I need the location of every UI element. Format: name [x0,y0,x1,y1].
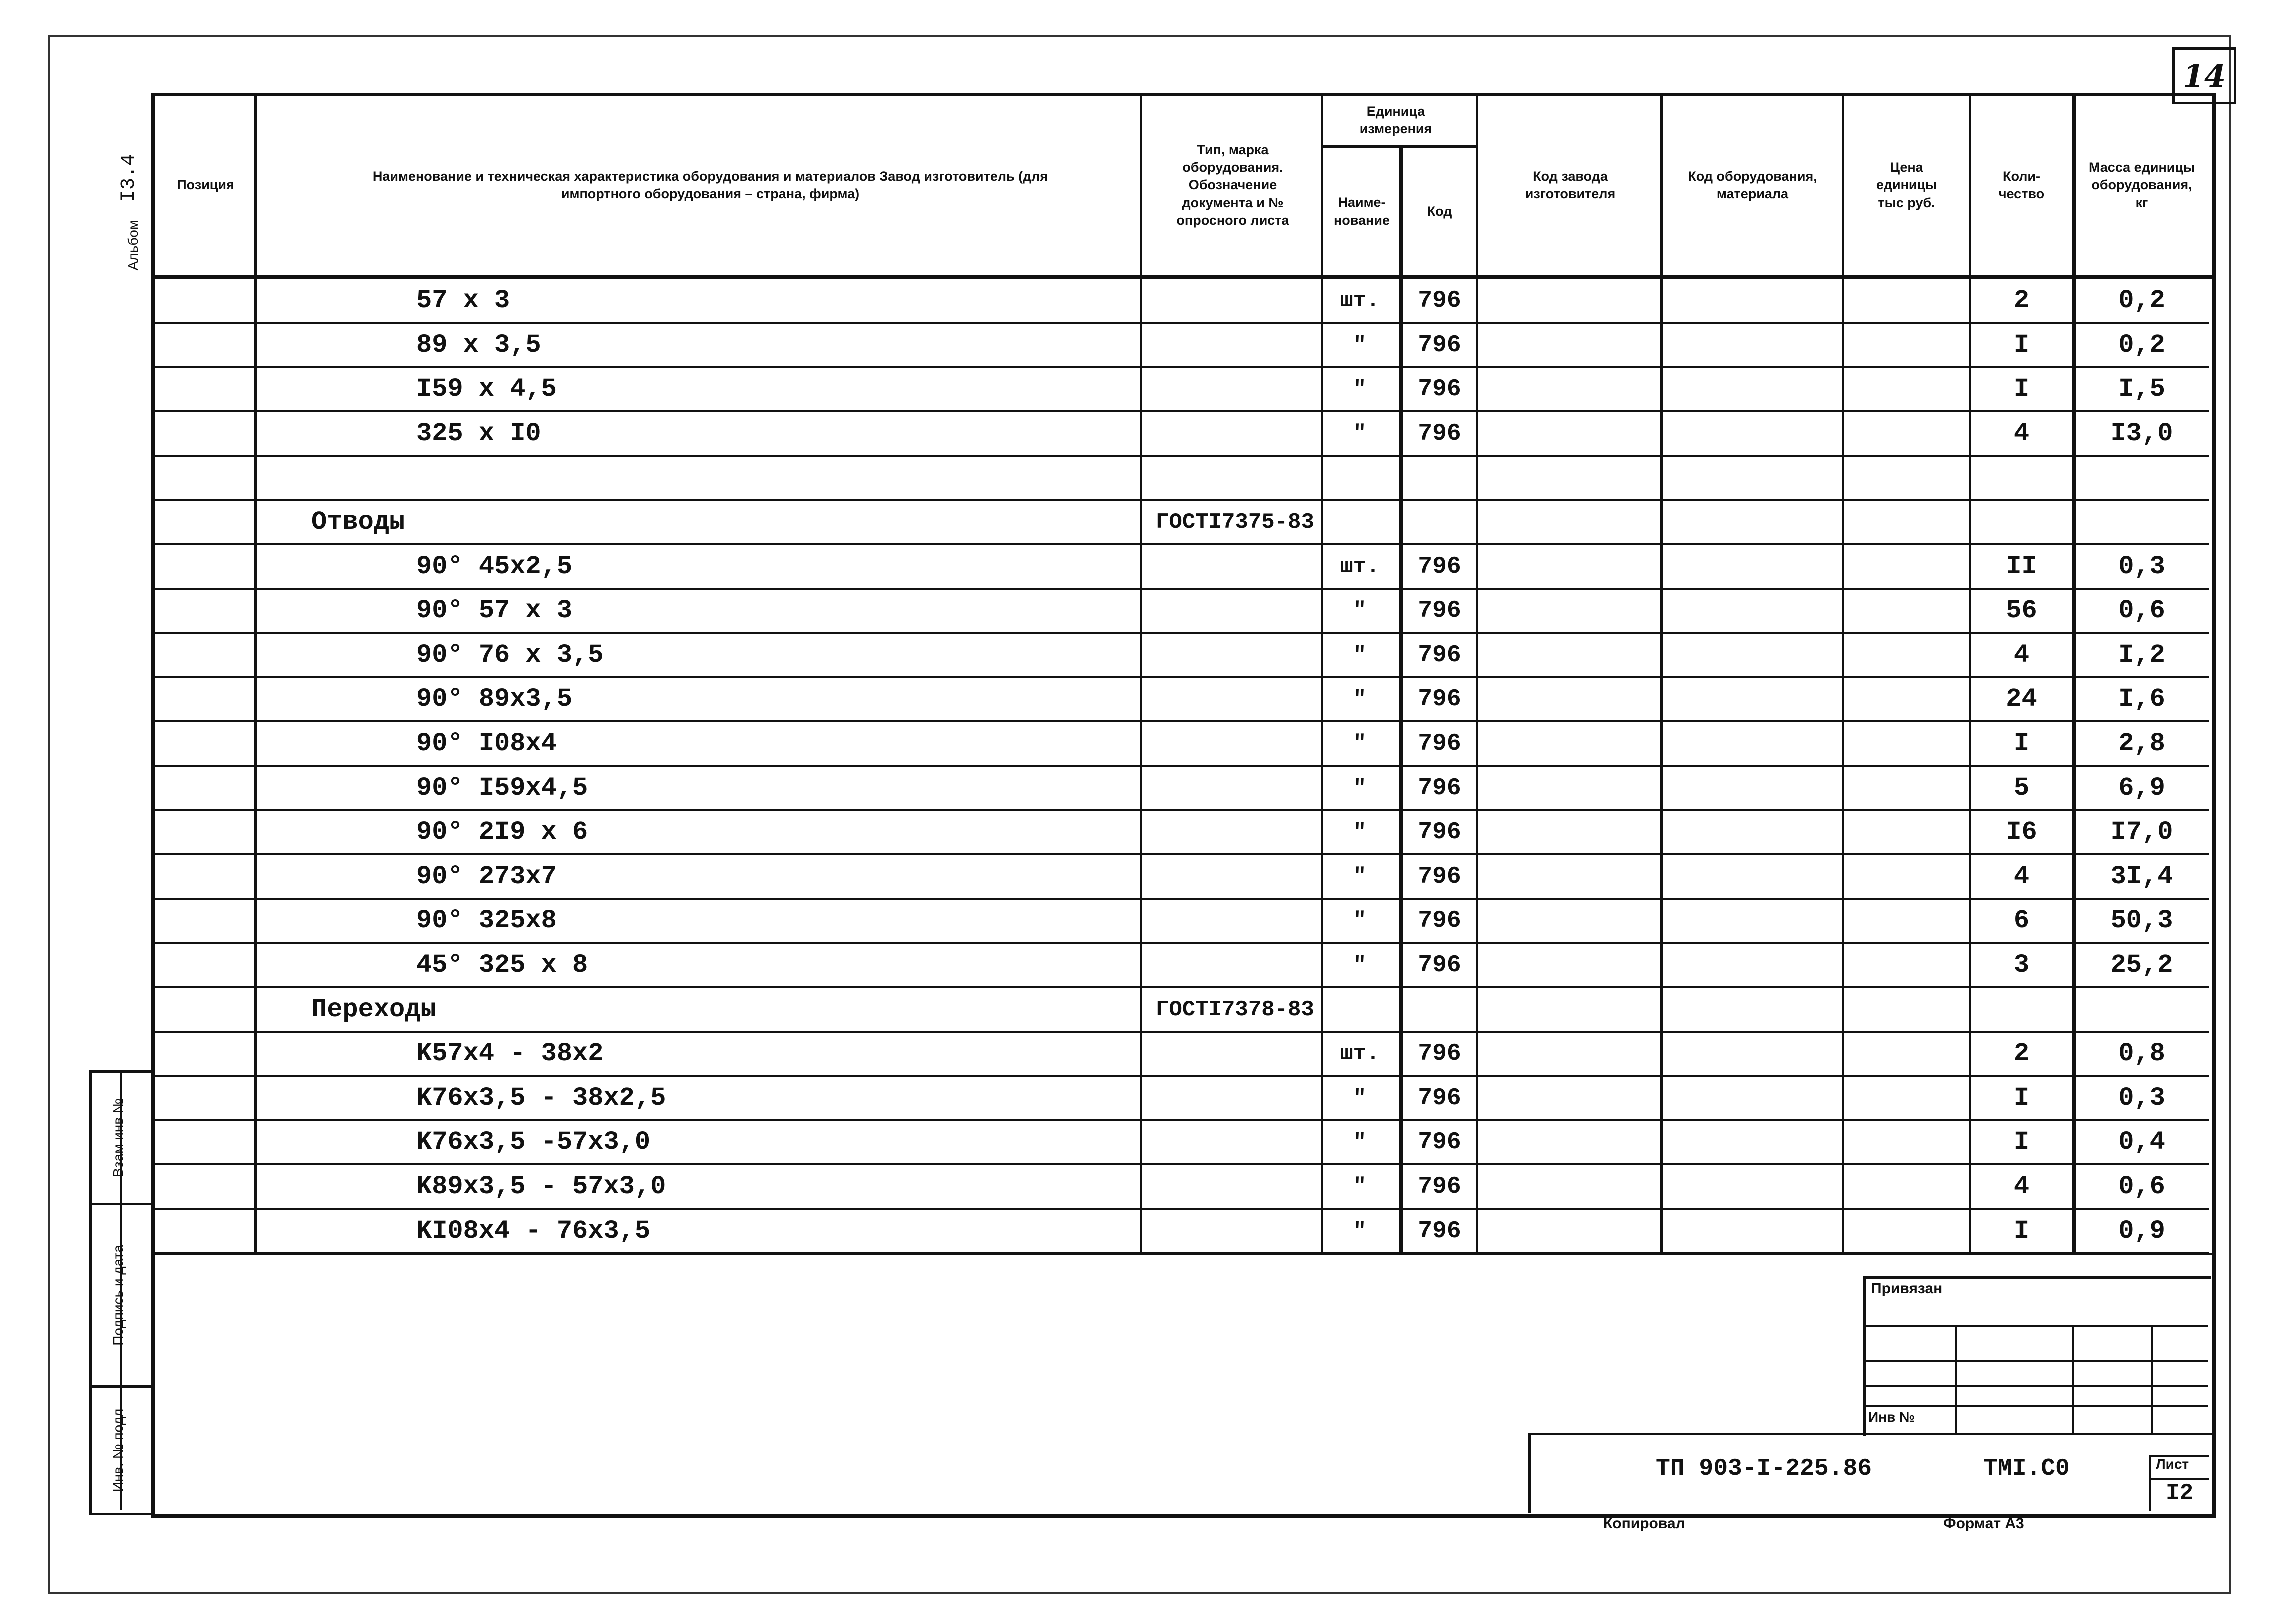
table-row [151,1209,2212,1254]
side-album-number: I3.4 [118,154,140,202]
row-code: 796 [1418,287,1461,314]
row-mass: 0,4 [2118,1127,2165,1157]
sheet-number: I2 [2166,1480,2194,1506]
stamp-privyazan-label: Привязан [1871,1280,1943,1297]
table-row [151,677,2212,722]
row-unit: " [1353,687,1367,712]
row-name: 90° 325x8 [416,906,557,935]
row-name: 57 x 3 [416,286,510,315]
row-name: 90° 45x2,5 [416,552,573,581]
row-mass: 3I,4 [2110,862,2173,891]
row-unit: " [1353,953,1367,978]
row-name: I59 x 4,5 [416,374,557,404]
row-code: 796 [1418,420,1461,447]
kopiroval-label: Копировал [1603,1515,1685,1532]
page-number: 14 [2182,57,2226,94]
row-unit: шт. [1340,554,1380,579]
row-name: 90° 89x3,5 [416,684,573,714]
row-code: 796 [1418,730,1461,757]
table-row [151,810,2212,855]
header-type: Тип, марка оборудования. Обозначение документа и № опросного листа [1176,142,1289,228]
table-row [151,412,2212,456]
row-mass: 2,8 [2118,729,2165,758]
row-mass: 6,9 [2118,773,2165,803]
row-qty: 6 [2013,906,2030,935]
row-name: K57x4 - 38x2 [416,1039,604,1068]
row-unit: " [1353,598,1367,623]
row-qty: 24 [2006,684,2037,714]
row-unit: " [1353,776,1367,801]
row-code: 796 [1418,1218,1461,1245]
row-mass: 0,6 [2118,1172,2165,1201]
row-code: 796 [1418,597,1461,624]
table-row [151,633,2212,678]
row-code: 796 [1418,642,1461,669]
stamp-inv-no-label: Инв № [1868,1409,1915,1425]
header-factory-code: Код завода изготовителя [1525,168,1616,201]
row-qty: I [2013,330,2030,360]
row-unit: " [1353,820,1367,845]
table-row [151,1165,2212,1209]
format-label: Формат А3 [1943,1515,2024,1532]
header-mass: Масса единицы оборудования, кг [2088,160,2195,210]
sheet-code: ТМI.С0 [1983,1455,2070,1482]
row-code: 796 [1418,952,1461,979]
row-code: 796 [1418,1040,1461,1067]
group-row [151,988,2212,1032]
group-row [151,500,2212,545]
row-code: 796 [1418,775,1461,802]
header-price: Цена единицы тыс руб. [1876,160,1937,210]
row-name: KI08x4 - 76x3,5 [416,1216,651,1246]
row-name: 89 x 3,5 [416,330,541,360]
row-code: 796 [1418,553,1461,580]
header-unit-group: Единица измерения [1359,103,1432,136]
table-row [151,545,2212,589]
table-row [151,1120,2212,1165]
row-qty: 2 [2013,1039,2030,1068]
row-qty: 4 [2013,862,2030,891]
row-mass: 0,2 [2118,286,2165,315]
row-qty: 2 [2013,286,2030,315]
row-name: K76x3,5 - 38x2,5 [416,1083,666,1113]
header-name: Наименование и техническая характеристика оборудования и материалов Завод изготовитель (для импортного оборудования – страна, фирма) [372,168,1048,201]
table-row [151,323,2212,368]
header-unit-code: Код [1427,203,1452,219]
row-name: Переходы [311,995,436,1024]
header-qty: Коли-чество [1998,168,2045,201]
side-inv-label: Инв. № подл [110,1408,126,1492]
row-mass: 25,2 [2110,950,2173,980]
table-row [151,367,2212,412]
row-mass: 0,3 [2118,552,2165,581]
row-mass: 0,6 [2118,596,2165,625]
row-unit: " [1353,731,1367,756]
row-name: 325 x I0 [416,419,541,448]
stamp-list-label: Лист [2156,1456,2189,1472]
row-mass: 0,3 [2118,1083,2165,1113]
row-mass: 50,3 [2110,906,2173,935]
row-qty: 5 [2013,773,2030,803]
table-row [151,456,2212,500]
header-position: Позиция [177,177,234,193]
row-unit: " [1353,864,1367,889]
row-unit: " [1353,377,1367,402]
row-code: 796 [1418,819,1461,846]
row-name: 90° 57 x 3 [416,596,573,625]
row-qty: I [2013,1083,2030,1113]
table-row [151,279,2212,323]
row-qty: I [2013,729,2030,758]
table-row [151,589,2212,633]
row-code: 796 [1418,1085,1461,1112]
row-name: K76x3,5 -57x3,0 [416,1127,651,1157]
table-row [151,766,2212,811]
row-name: 90° I08x4 [416,729,557,758]
row-unit: " [1353,643,1367,668]
row-code: 796 [1418,376,1461,403]
row-code: 796 [1418,686,1461,713]
row-unit: шт. [1340,288,1380,313]
row-mass: 0,9 [2118,1216,2165,1246]
row-unit: " [1353,1219,1367,1244]
row-type: ГОСТI7375-83 [1156,510,1314,535]
row-mass: 0,8 [2118,1039,2165,1068]
row-qty: I [2013,1216,2030,1246]
row-name: K89x3,5 - 57x3,0 [416,1172,666,1201]
row-code: 796 [1418,1129,1461,1156]
row-qty: 4 [2013,1172,2030,1201]
row-code: 796 [1418,1173,1461,1200]
row-qty: 56 [2006,596,2037,625]
row-mass: I3,0 [2110,419,2173,448]
row-unit: " [1353,1086,1367,1111]
row-name: 90° I59x4,5 [416,773,588,803]
row-name: 45° 325 x 8 [416,950,588,980]
row-unit: шт. [1340,1041,1380,1066]
row-name: 90° 76 x 3,5 [416,640,604,670]
header-unit-name: Наиме-нование [1334,195,1390,228]
row-type: ГОСТI7378-83 [1156,997,1314,1022]
table-row [151,943,2212,988]
row-code: 796 [1418,332,1461,359]
row-name: 90° 2I9 x 6 [416,817,588,847]
row-code: 796 [1418,907,1461,934]
stamp-privyazan-block [1863,1276,2211,1436]
row-unit: " [1353,1130,1367,1155]
table-row [151,722,2212,766]
row-unit: " [1353,421,1367,446]
row-mass: 0,2 [2118,330,2165,360]
side-album-label: Альбом [125,220,141,271]
side-vzam-label: Взам инв № [110,1098,126,1177]
header-equip-code: Код оборудования, материала [1688,168,1817,201]
row-code: 796 [1418,863,1461,890]
row-name: 90° 273x7 [416,862,557,891]
table-row [151,855,2212,899]
row-mass: I7,0 [2110,817,2173,847]
table-row [151,1032,2212,1076]
row-mass: I,6 [2118,684,2165,714]
row-unit: " [1353,333,1367,358]
table-row [151,1076,2212,1121]
row-unit: " [1353,908,1367,933]
row-qty: I [2013,374,2030,404]
document-code: ТП 903-I-225.86 [1656,1455,1872,1482]
row-qty: II [2006,552,2037,581]
row-qty: 3 [2013,950,2030,980]
row-qty: I6 [2006,817,2037,847]
row-qty: 4 [2013,419,2030,448]
row-qty: 4 [2013,640,2030,670]
row-mass: I,5 [2118,374,2165,404]
row-name: Отводы [311,507,405,537]
side-podpis-label: Подпись и дата [110,1245,126,1346]
row-unit: " [1353,1174,1367,1199]
row-qty: I [2013,1127,2030,1157]
row-mass: I,2 [2118,640,2165,670]
table-row [151,899,2212,943]
